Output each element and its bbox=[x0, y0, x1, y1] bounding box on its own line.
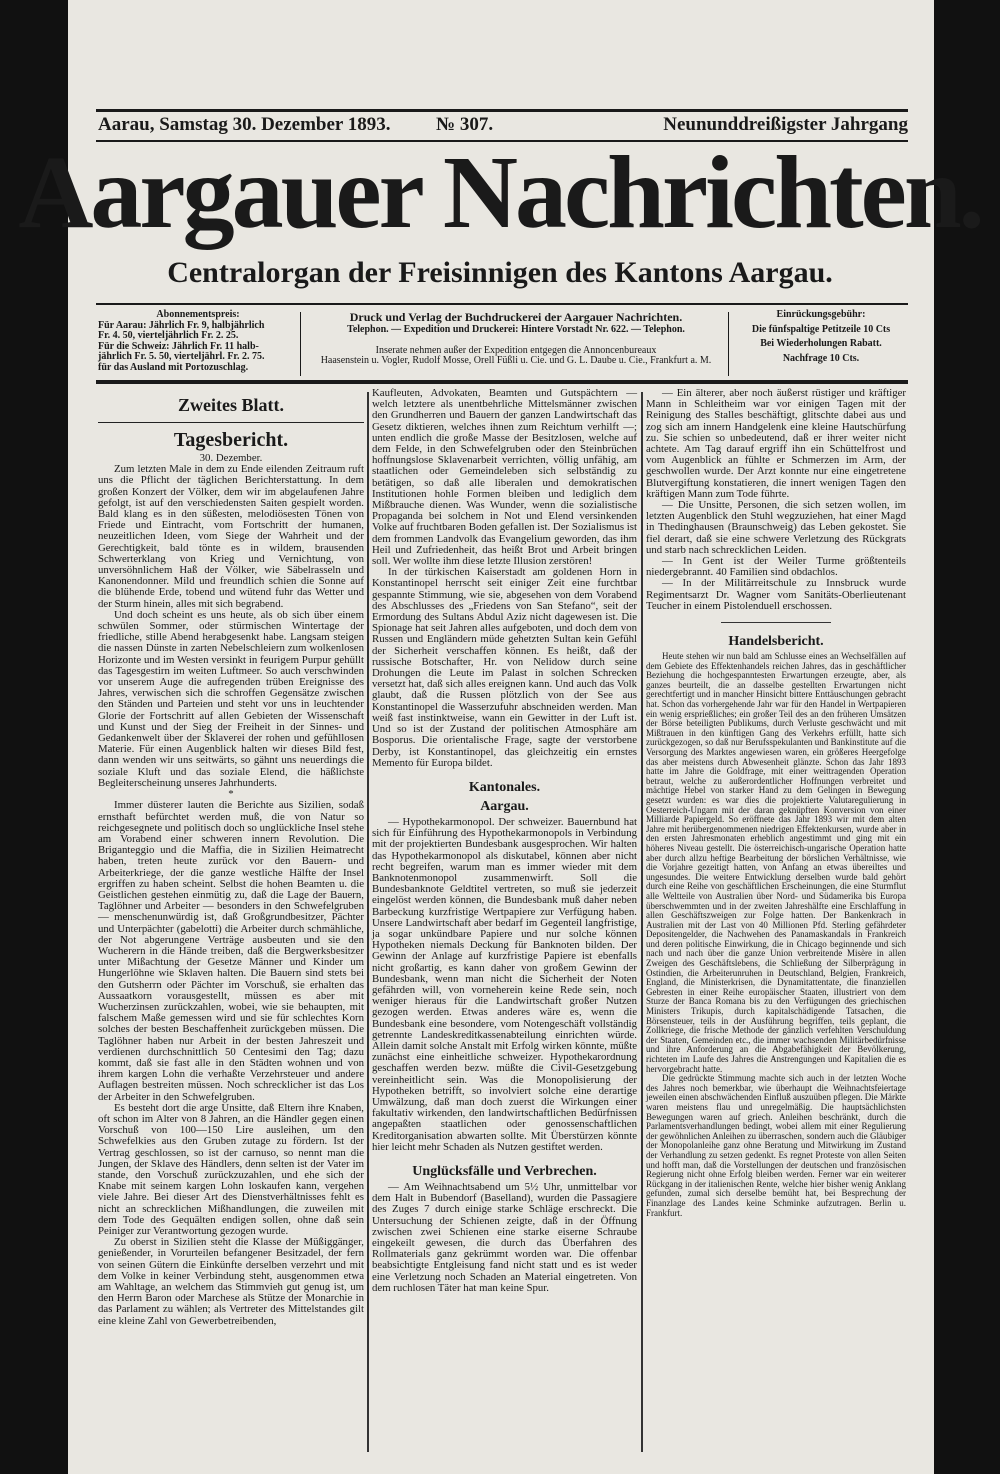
column-1 bbox=[98, 388, 364, 1327]
info-rule bbox=[96, 380, 908, 384]
article-paragraph: — Hypothekarmonopol. Der schweizer. Bauernbund hat sich für Einführung des Hypothekarmonopols in Verbindung mit der projektierten Bundesbank ausgesprochen. Wir halten das Hypothekarmonopol als diskutabel, können aber nicht recht begreifen, warum man es immer wieder mit dem Banknotenmonopol zusammenwirft. Soll die Bundesbanknote Geldtitel vertreten, so muß sie jederzeit eingelöst werden können, die Bundesbank muß daher neben Barbeckung kurzfristige Wertpapiere zur Verfügung haben. Unsere Landwirtschaft aber bedarf im Gegenteil langfristige, ja sogar unkündbare Papiere und nur solche können Hypotheken niemals Deckung für Banknoten bilden. Der Gewinn der Anlage auf kurzfristige Papiere ist ebenfalls nicht großartig, es kann daher von großem Gewinn der Bundesbank, wenn man nicht die Sicherheit der Noten gefährden will, von vorneherein keine Rede sein, noch weniger hieraus für die Landwirtschaft großer Nutzen gezogen werden. Etwas anderes wäre es, wenn die Bundesbank eine besondere, vom Notengeschäft vollständig getrennte Landeskreditkassenabteilung einrichten würde. Allein damit solche Anstalt mit Erfolg wirken könnte, müßte zunächst eine einheitliche schweizer. Hypothekarordnung geschaffen werden bezw. müßte die Civil-Gesetzgebung vereinheitlicht sein. Was die Monopolisierung der Hypotheken betrifft, so involviert solche eine derartige Umwälzung, daß man doch zuerst die Wirkungen einer fakultativ wirkenden, den landwirtschaftlichen Bedürfnissen angepaßten staatlichen oder genossenschaftlichen Kreditorganisation abwarten sollte. Mit Überstürzen könnte hier leicht mehr Schaden als Nutzen gestiftet werden. bbox=[372, 815, 637, 1153]
article-paragraph: — Die Unsitte, Personen, die sich setzen wollen, im letzten Augenblick den Stuhl wegzuziehen, hat einer Magd in Thedinghausen (Braunschweig) das Leben gekostet. Sie fiel derart, daß sie eine schwere Verletzung des Rückgrats und starb nach schrecklichen Leiden. bbox=[646, 499, 906, 556]
article-paragraph: Und doch scheint es uns heute, als ob sich über einem schwülen Sommer, oder stürmischen Wintertage der friedliche, stille Abend herabgesenkt habe. Langsam steigen die nassen Dünste in zarten Nebelschleiern zum wolkenlosen Horizonte und im Westen versinkt in feurigem Purpur gehüllt das Tagesgestirn im weiten Luftmeer. So auch verschwinden vor unserem Auge die aufregenden trüben Ereignisse des Jahres, verwischen sich die schroffen Gegensätze zwischen den Ständen und Parteien und steht vor uns in leuchtender Glorie der Fortschritt auf allen Gebieten der Wissenschaft und Kunst und der Sieg der Freiheit in der Sinnes- und Gedankenwelt über der Sklaverei der rohen und gefühllosen Materie. Für einen Augenblick halten wir dieses Bild fest, dann wenden wir uns seitwärts, so gähnt uns neuerdings die soziale Kluft und das soziale Elend, die häßlichste Begleiterscheinung unseres Jahrhunderts. bbox=[98, 608, 364, 789]
report-date: 30. Dezember. bbox=[199, 452, 263, 464]
article-paragraph: In der türkischen Kaiserstadt am goldenen Horn in Konstantinopel herrscht seit einiger Zeit eine furchtbar gespannte Stimmung, wie sie, abgesehen von dem Vorabend des Abschlusses des „Friedens von San Stefano“, seit der Ermordung des Sultans Abdul Aziz nicht dagewesen ist. Die Spionage hat seit Jahren alles aufgeboten, und doch dem von Russen und Engländern müde gehetzten Sultan kein Gefühl der Sicherheit verschaffen können. Es heißt, daß der russische Botschafter, Hr. von Nelidow durch seine Drohungen die Leute im Palast in solchen Schrecken versetzt hat, daß sich alles ereignen kann. Und auch das Volk glaubt, daß die Russen plötzlich von der See aus Konstantinopel die Wasserzufuhr abschneiden werden. Man weiß fast instinktweise, wann ein Gewitter in der Luft ist. Und so ist der Zustand der politischen Atmosphäre am Bosporus. Die orientalische Frage, sagte der verstorbene Derby, ist Konstantinopel, das gleichzeitig ein ernstes Memento für Europa bildet. bbox=[372, 566, 637, 769]
report-paragraph: Die gedrückte Stimmung machte sich auch in der letzten Woche des Jahres noch bemerkbar, wie überhaupt die Weihnachtsfeiertage jeweilen einen abschwächenden Einfluß auszuüben pflegen. Die Märkte waren meistens flau und unregelmäßig. Die hauptsächlichsten Bewegungen waren auf griech. Anleihen beschränkt, durch die Parlamentsverhandlungen bedingt, wobei allem mit einer Regulierung der gewöhnlichen Anleihen zu überraschen, sondern auch die Gläubiger der Monopolanleihe ganz ohne Beratung und Mitwirkung im Zustand der Verhandlung zu setzen gedenkt. Es regnet Proteste von allen Seiten und hofft man, daß die Vorstellungen der deutschen und französischen Regierung nicht ohne Erfolg bleiben werden. Ferner war ein weiterer Rückgang in der italienischen Rente, welche hier bisher wenig Anklang gefunden, zumal sich derselbe bemüht hat, bei Besprechung der Finanzlage des Landes keine Schminke aufzutragen. Berlin u. Frankfurt. bbox=[646, 1073, 906, 1218]
ads-line: Inserate nehmen außer der Expedition entgegen die Annoncenbureaux bbox=[375, 344, 657, 356]
sheet-label: Zweites Blatt. bbox=[178, 395, 284, 415]
column-3 bbox=[646, 388, 906, 1218]
publisher-box bbox=[306, 310, 726, 367]
volume: Neununddreißigster Jahrgang bbox=[663, 114, 908, 135]
divider bbox=[721, 622, 831, 623]
insertion-line: Nachfrage 10 Cts. bbox=[782, 352, 860, 364]
box-divider bbox=[728, 312, 729, 376]
subscription-line: Fr. 4. 50, vierteljährlich Fr. 2. 25. bbox=[98, 330, 239, 341]
separator-asterisk: * bbox=[228, 788, 234, 801]
article-paragraph: Kaufleuten, Advokaten, Beamten und Gutspächtern — welch letztere als unentbehrliche Mittelsmänner zwischen den Grundherren und Bauern der ganzen Landwirtschaft das Gesetz diktieren, welches ihnen zum Reichtum verhilft —; unten endlich die große Masse der Besitzlosen, welche auf dem Felde, in den Schwefelgruben oder den Steinbrüchen hoffnungslose Sklavenarbeit verrichten, völlig unfähig, am staatlichen oder Gemeindeleben sich selbständig zu betätigen, so daß alle liberalen und demokratischen Institutionen hohle Formen bleiben und lediglich dem Mißbrauche dienen. Was Wunder, wenn die sozialistische Propaganda bei solchem in Not und Elend versinkenden Volke auf fruchtbaren Boden gefallen ist. Der Sozialismus ist dem frommen Landvolk das Evangelium geworden, das ihm Heil und Zufriedenheit, das heißt Brot und Arbeit bringen soll. Wer wollte ihm diese letzte Illusion zerstören! bbox=[372, 387, 637, 568]
insertion-box bbox=[734, 310, 908, 364]
subscription-line: jährlich Fr. 5. 50, vierteljährl. Fr. 2. 75. bbox=[98, 351, 265, 362]
article-paragraph: — Am Weihnachtsabend um 5½ Uhr, unmittelbar vor dem Halt in Bubendorf (Baselland), wurden die Passagiere des Zuges 7 durch einige starke Schläge erschreckt. Die Untersuchung der Schienen zeigte, daß in der Öffnung zwischen zwei Schienen eine starke eiserne Schraube eingekeilt gewesen, die durch das Überfahren des Rollmaterials ganz gekrümmt worden war. Die offenbar beabsichtigte Entgleisung fand nicht statt und es ist weder eine Verletzung noch Schaden an Material eingetreten. Von dem ruchlosen Täter hat man keine Spur. bbox=[372, 1181, 637, 1294]
article-paragraph: — In Gent ist der Weiler Turme größtenteils niedergebrannt. 40 Familien sind obdachlos. bbox=[646, 555, 906, 579]
box-divider bbox=[300, 312, 301, 376]
section-heading: Handelsbericht. bbox=[728, 634, 824, 650]
ads-agencies: Haasenstein u. Vogler, Rudolf Mosse, Orell Füßli u. Cie. und G. L. Daube u. Cie., Frankfurt a. M. bbox=[320, 355, 712, 366]
section-heading: Kantonales. bbox=[468, 779, 541, 795]
insertion-line: Die fünfspaltige Petitzeile 10 Cts bbox=[751, 323, 891, 335]
report-paragraph: Heute stehen wir nun bald am Schlusse eines an Wechselfällen auf dem Gebiete des Effektenhandels reichen Jahres, das in geschäftlicher Beziehung die hochgespanntesten Erwartungen erzeugte, aber, als ganzes beurteilt, die an dasselbe gestellten Erwartungen nicht gerechtfertigt und in mancher Hinsicht bittere Enttäuschungen gebracht hat. Schon das vorhergehende Jahr war für den Handel in Wertpapieren ein wenig ersprießliches; ein großer Teil des an den früheren Umsätzen der Börse beteiligten Publikums, durch Verluste geschwächt und mit Mißtrauen in den künftigen Gang des Verkehrs erfüllt, hatte sich zurückgezogen, so daß nur Berufsspekulanten und Bankinstitute auf die Versorgung des Marktes angewiesen waren, ein größeres Heergefolge das aber meistens durch Abwesenheit glänzte. Schon das Jahr 1893 hatte im Jahre die Goldfrage, mit einer weittragenden Operation betraut, welche zu außerordentlicher Hoffnungen verbreitet und mächtige Hebel von starker Hand zu dem Gelingen in Bewegung gesetzt wurden: es war dies die projektierte Valutaregulierung in Oesterreich-Ungarn mit der daran geknüpften Konversion von einer Milliarde Papiergeld. So eröffnete das Jahr 1893 wir mit dem alten Jahre mit herübergenommenen niedrigen Effektenkursen, wurde aber in den ersten Jahresmonaten erheblich angestimmt und ging mit ein höheres Niveau gestellt. Die österreichisch-ungarische Operation hatte aber durch allzu heftige Bearbeitung der börslichen Verhältnisse, wie die Vorjahre gezeitigt hatten, von Anfang an etwas übereiltes und ungesundes. Die weitere Entwicklung derselben wurde bald gehört durch eine Reihe von geschäftlichen Erscheinungen, die eine Sturmflut alle Weltteile von Australien über Nord- und Südamerika bis Europa überschwemmten und in der zweiten Jahreshälfte eine Erschlaffung in allen Geschäftszweigen zur Folge hatten. Der Bankenkrach in Australien mit der Last von 40 Millionen Pfd. Sterling gefährdeter Depositengelder, die Nachwehen des Panamaskandals in Frankreich und deren politische Einwirkung, die in Chicago beginnende und sich nach und nach über die ganze Union verbreitende Misère in allen Zweigen des Geschäftslebens, die Schließung der Silberprägung in Ostindien, die Arbeiterunruhen in Deutschland, Belgien, Frankreich, England, die Ministerkrisen, die Dynamitattentate, die finanziellen Gebresten in einer Reihe europäischer Staaten, illustriert von dem Sturze der Banca Romana bis zu den Verfügungen des griechischen Ministers Trikupis, durch kapitalschädigende Tatsachen, die Börsensteuer, teils in der Ausführung begriffen, teils geplant, die Zollkriege, die frische Methode der gänzlich verfehlten Verschuldung der Staaten, Gemeinden etc., die immer wachsenden Militärbedürfnisse und ihre Anforderung an die Abgabefähigkeit der Bevölkerung, richteten im Laufe des Jahres die Anstrengungen und Kapitalien die es hervorgebracht hatte. bbox=[646, 651, 906, 1074]
article-paragraph: Es besteht dort die arge Unsitte, daß Eltern ihre Knaben, oft schon im Alter von 8 Jahren, an die Händler gegen einen Vorschuß von 100—150 Lire ausleihen, um den Schwefelkies aus den Gruben zutage zu fördern. Ist der Vertrag geschlossen, so ist der carnuso, so nennt man die Jungen, der Sklave des Händlers, denn selten ist der Vater im stande, den Vorschuß zurückzuzahlen, und ehe sich der Knabe mit seinem kargen Lohn loskaufen kann, vergehen viele Jahre. Bei dieser Art des Dienstverhältnisses fehlt es nicht an schrecklichen Mißhandlungen, die zuweilen mit dem Tode des Gequälten endigen sollen, ohne daß sein Peiniger zur Verantwortung gezogen wurde. bbox=[98, 1101, 364, 1238]
insertion-heading: Einrückungsgebühr: bbox=[776, 309, 866, 320]
section-heading: Tagesbericht. bbox=[173, 429, 289, 451]
column-2 bbox=[372, 388, 637, 1294]
subscription-line: Für Aarau: Jährlich Fr. 9, halbjährlich bbox=[98, 319, 265, 331]
subtitle-rule bbox=[96, 303, 908, 305]
subscription-box bbox=[98, 310, 298, 373]
article-paragraph: Zu oberst in Sizilien steht die Klasse der Müßiggänger, genießender, in Vorurteilen befangener Besitzadel, der fern von seinen Gütern die Einkünfte derselben verzehrt und mit dem Volke in keiner Verbindung steht, ausgenommen etwa am Wahltage, an welchem das Stimmvieh gut genug ist, um den Herrn Baron oder Marchese als Stütze der Monarchie in das Parlament zu wählen; als Vertreter des Mittelstandes gilt eine kleine Zahl von Gewerbetreibenden, bbox=[98, 1236, 364, 1327]
article-paragraph: Immer düsterer lauten die Berichte aus Sizilien, sodaß ernsthaft befürchtet werden muß, die von Natur so reichgesegnete und politisch doch so unglückliche Insel stehe am Vorabend einer schweren innern Revolution. Die Briganteggio und die Maffia, die in Sizilien Heimatrecht haben, treten heute zurück vor den Bauern- und Arbeiterkriege, der die ganze westliche Hälfte der Insel ergriffen zu haben scheint. Selbst die hohen Beamten u. die Geistlichen gestehen einmütig zu, daß die Lage der Bauern, Taglöhner und Arbeiter — besonders in den Schwefelgruben — menschenunwürdig ist, daß Großgrundbesitzer, Pächter und Unterpächter (gabelotti) die Arbeiter durch schmähliche, der Not abgerungene Verträge ausbeuten und sie den Wucherern in die Hände treiben, daß die Bergwerksbesitzer unter Mißachtung der Gesetze Männer und Kinder um Hungerlöhne wie Sklaven halten. Die Bauern sind stets bei den Gutsherrn oder Pächter im Vorschuß, sie erhalten das Aussaatkorn vorausgestellt, müssen es aber mit Wucherzinsen zurückzahlen, wobei, wie sie behaupten, mit falschem Maße gemessen wird und sie für schlechtes Korn solches der besten Beschaffenheit zurückgeben müssen. Die Taglöhner haben nur Arbeit in der besten Jahreszeit und verdienen durchschnittlich 50 Centesimi den Tag; dazu kommt, daß sie fast alle in den Städten wohnen und von ihrem kargen Lohn die verhaßte Verzehrsteuer und andere Auflagen bestreiten müssen. Noch schrecklicher ist das Los der Arbeiter in den Schwefelgruben. bbox=[98, 799, 364, 1103]
top-rule bbox=[96, 109, 908, 112]
newspaper-subtitle: Centralorgan der Freisinnigen des Kantons Aargau. bbox=[167, 256, 833, 289]
subscription-line: für das Ausland mit Portozuschlag. bbox=[98, 361, 249, 373]
subscription-heading: Abonnementspreis: bbox=[156, 309, 240, 320]
article-paragraph: Zum letzten Male in dem zu Ende eilenden Zeitraum ruft uns die Pflicht der täglichen Berichterstattung. In dem großen Konzert der Völker, dem wir im abgelaufenen Jahre gefolgt, ist auf den verschiedensten Saiten gespielt worden. Bald klang es in den süßesten, melodiösesten Tönen von Friede und Eintracht, vom Fortschritt der humanen, neuzeitlichen Ideen, vom Siege der Wahrheit und der Gerechtigkeit, bald tönte es in wildem, brausenden Schwerterklang von Krieg und Vernichtung, von unversöhnlichem Haß der Völker, wie Säbelrasseln und Kanonendonner. Mild und freundlich schien die Sonne auf die blühende Erde, tobend und wütend fuhr das Wetter und der Sturm hinein, alles mit sich begrabend. bbox=[98, 463, 364, 610]
divider bbox=[98, 422, 364, 423]
issue-number: № 307. bbox=[436, 114, 494, 135]
article-paragraph: — In der Militärreitschule zu Innsbruck wurde Regimentsarzt Dr. Wagner vom Sanitäts-Oberlieutenant Teucher in einem Pistolenduell erschossen. bbox=[646, 577, 906, 612]
column-separator bbox=[367, 392, 369, 1452]
column-separator bbox=[641, 392, 643, 1452]
article-paragraph: — Ein älterer, aber noch äußerst rüstiger und kräftiger Mann in Schleitheim war vor einigen Tagen mit der Reinigung des Stalles beschäftigt, glitschte dabei aus und zog sich am innern Handgelenk eine kleine Hautschürfung zu. Sie schien so unbedeutend, daß er ihrer weiter nicht achtete. Am Tag darauf ergriff ihn ein Schüttelfrost und vom Augenblick an fühlte er Schmerzen im Arm, der geschwollen wurde. Der Arzt konnte nur eine eingetretene Blutvergiftung konstatieren, die innert wenigen Tagen den kräftigen Mann zum Tode führte. bbox=[646, 387, 906, 500]
publisher-heading: Druck und Verlag der Buchdruckerei der Aargauer Nachrichten. bbox=[349, 310, 683, 324]
dateline: Aarau, Samstag 30. Dezember 1893. bbox=[98, 114, 391, 135]
subsection-heading: Aargau. bbox=[480, 798, 529, 814]
publisher-telephone: Telephon. — Expedition und Druckerei: Hintere Vorstadt Nr. 622. — Telephon. bbox=[347, 324, 685, 335]
insertion-line: Bei Wiederholungen Rabatt. bbox=[760, 338, 882, 349]
subscription-line: Für die Schweiz: Jährlich Fr. 11 halb- bbox=[98, 340, 259, 352]
newspaper-title: Aargauer Nachrichten. bbox=[18, 135, 982, 250]
section-heading: Unglücksfälle und Verbrechen. bbox=[412, 1164, 597, 1179]
